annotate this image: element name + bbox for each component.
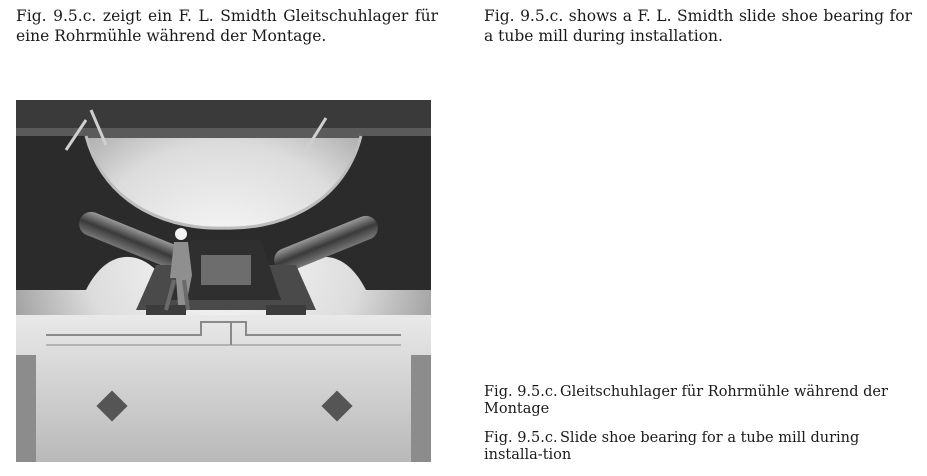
figure-label: Fig. 9.5.c.: [484, 384, 558, 400]
figure-label: Fig. 9.5.c.: [484, 430, 558, 446]
intro-german: Fig. 9.5.c. zeigt ein F. L. Smidth Gleitschuhlager für eine Rohrmühle während der Montage.: [16, 7, 438, 45]
figure-caption-english: [484, 430, 909, 464]
caption-text-english: Slide shoe bearing for a tube mill during installa-tion: [484, 430, 860, 463]
bearing-photograph: [16, 100, 431, 462]
intro-english: Fig. 9.5.c. shows a F. L. Smidth slide shoe bearing for a tube mill during installation.: [484, 7, 912, 45]
figure-caption-german: [484, 384, 909, 418]
caption-text-german: Gleitschuhlager für Rohrmühle während der Montage: [484, 384, 888, 417]
